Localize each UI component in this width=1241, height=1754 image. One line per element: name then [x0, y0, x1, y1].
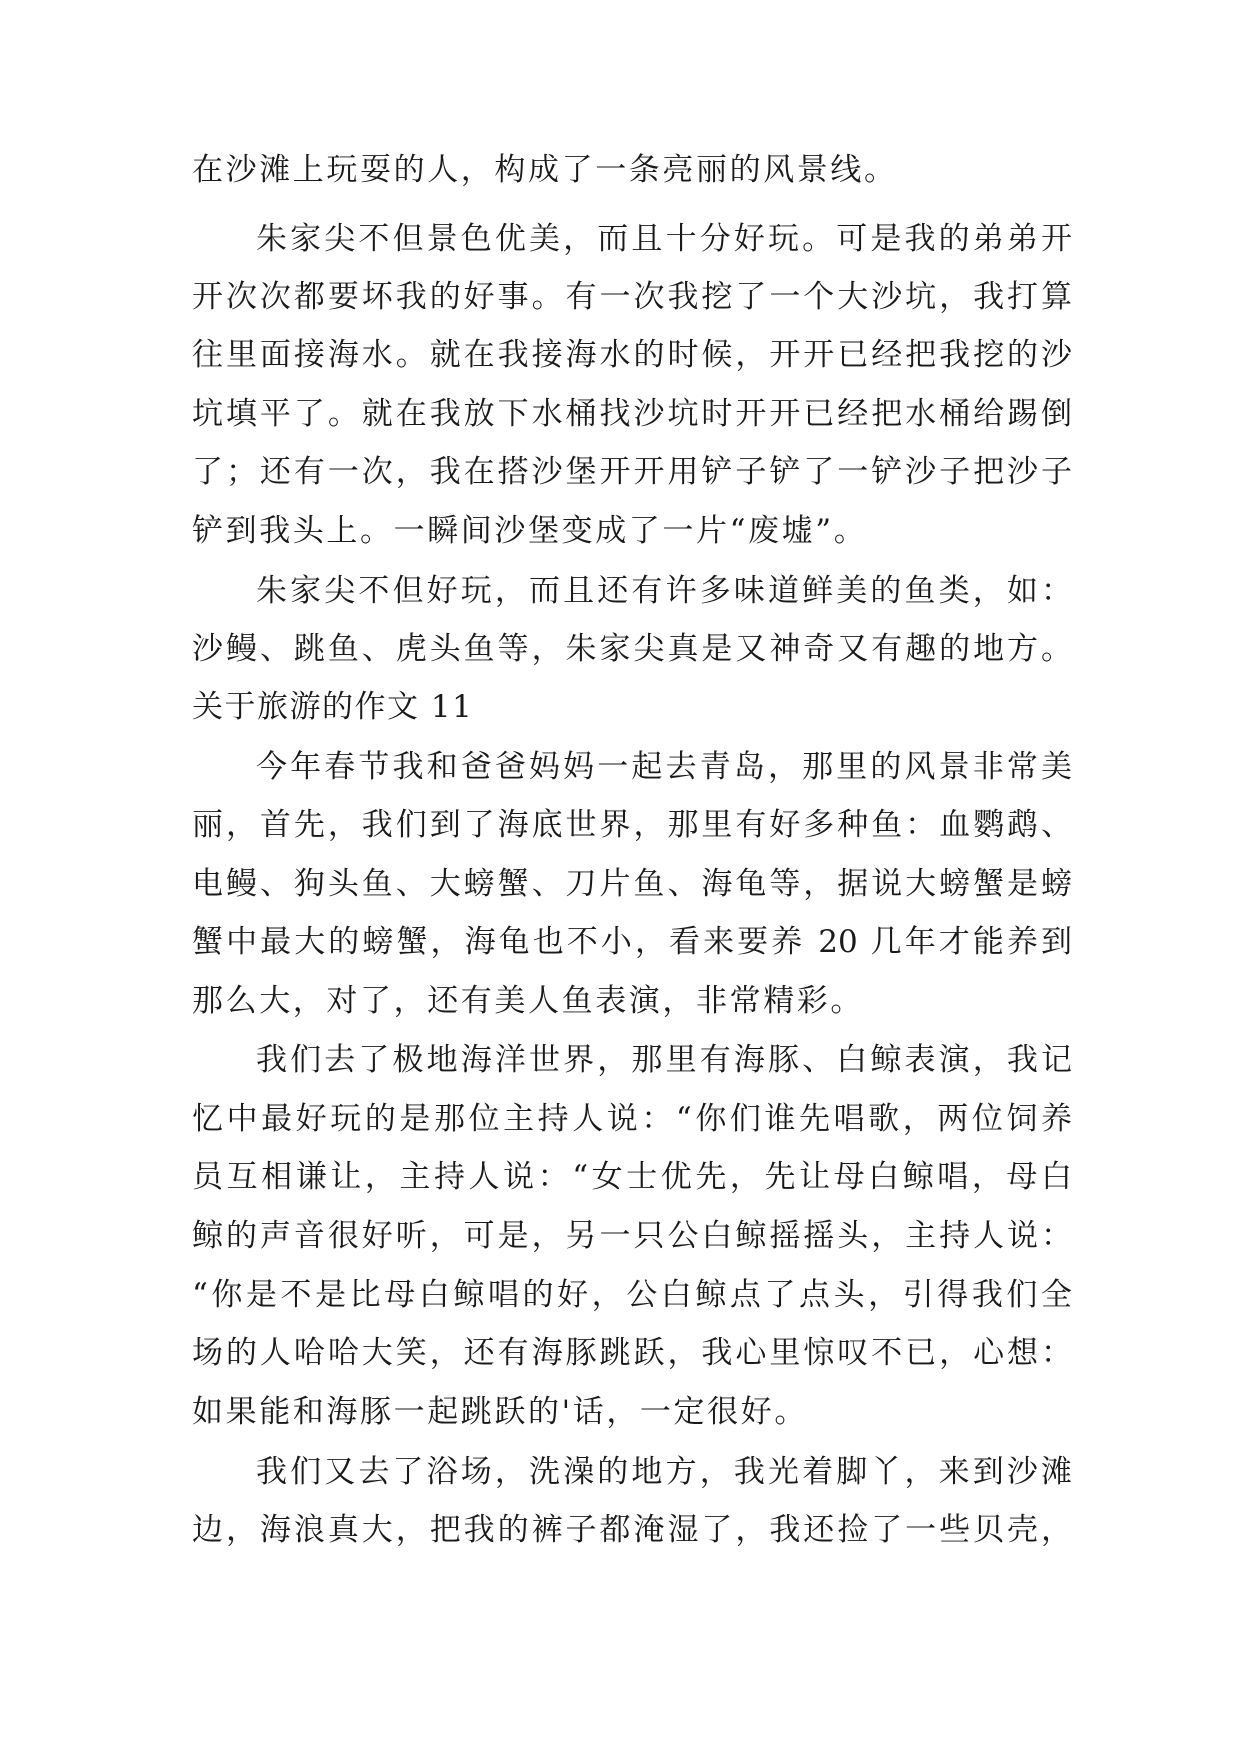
paragraph-2-line-6: 铲到我头上。一瞬间沙堡变成了一片“废墟”。 — [192, 513, 868, 549]
paragraph-3-line-1: 朱家尖不但好玩，而且还有许多味道鲜美的鱼类，如： — [256, 573, 1072, 609]
paragraph-5-line-5: “你是不是比母白鲸唱的好，公白鲸点了点头，引得我们全 — [192, 1277, 1072, 1313]
paragraph-4-line-5: 那么大，对了，还有美人鱼表演，非常精彩。 — [192, 983, 864, 1019]
paragraph-5-line-1: 我们去了极地海洋世界，那里有海豚、白鲸表演，我记 — [256, 1042, 1072, 1078]
paragraph-6-line-2: 边，海浪真大，把我的裤子都淹湿了，我还捡了一些贝壳， — [192, 1512, 1072, 1548]
paragraph-4-line-2: 丽，首先，我们到了海底世界，那里有好多种鱼：血鹦鹉、 — [192, 807, 1072, 843]
section-heading: 关于旅游的作文 11 — [192, 689, 474, 725]
paragraph-5-line-6: 场的人哈哈大笑，还有海豚跳跃，我心里惊叹不已，心想： — [192, 1335, 1072, 1371]
paragraph-2-line-1: 朱家尖不但景色优美，而且十分好玩。可是我的弟弟开 — [256, 221, 1072, 257]
paragraph-5-line-4: 鲸的声音很好听，可是，另一只公白鲸摇摇头，主持人说： — [192, 1218, 1072, 1254]
paragraph-2-line-4: 坑填平了。就在我放下水桶找沙坑时开开已经把水桶给踢倒 — [192, 396, 1072, 432]
paragraph-6-line-1: 我们又去了浴场，洗澡的地方，我光着脚丫，来到沙滩 — [256, 1454, 1072, 1490]
paragraph-4-line-1: 今年春节我和爸爸妈妈一起去青岛，那里的风景非常美 — [256, 749, 1072, 785]
paragraph-4-line-3: 电鳗、狗头鱼、大螃蟹、刀片鱼、海龟等，据说大螃蟹是螃 — [192, 866, 1072, 902]
paragraph-5-line-3: 员互相谦让，主持人说：“女士优先，先让母白鲸唱，母白 — [192, 1159, 1072, 1195]
paragraph-1-line-1: 在沙滩上玩耍的人，构成了一条亮丽的风景线。 — [192, 152, 898, 188]
paragraph-3-line-2: 沙鳗、跳鱼、虎头鱼等，朱家尖真是又神奇又有趣的地方。 — [192, 631, 1072, 667]
paragraph-2-line-5: 了；还有一次，我在搭沙堡开开用铲子铲了一铲沙子把沙子 — [192, 454, 1072, 490]
paragraph-2-line-2: 开次次都要坏我的好事。有一次我挖了一个大沙坑，我打算 — [192, 279, 1072, 315]
paragraph-5-line-2: 忆中最好玩的是那位主持人说：“你们谁先唱歌，两位饲养 — [192, 1101, 1072, 1137]
paragraph-4-line-4: 蟹中最大的螃蟹，海龟也不小，看来要养 20 几年才能养到 — [192, 924, 1072, 960]
paragraph-2-line-3: 往里面接海水。就在我接海水的时候，开开已经把我挖的沙 — [192, 337, 1072, 373]
paragraph-5-line-7: 如果能和海豚一起跳跃的'话，一定很好。 — [192, 1394, 808, 1430]
